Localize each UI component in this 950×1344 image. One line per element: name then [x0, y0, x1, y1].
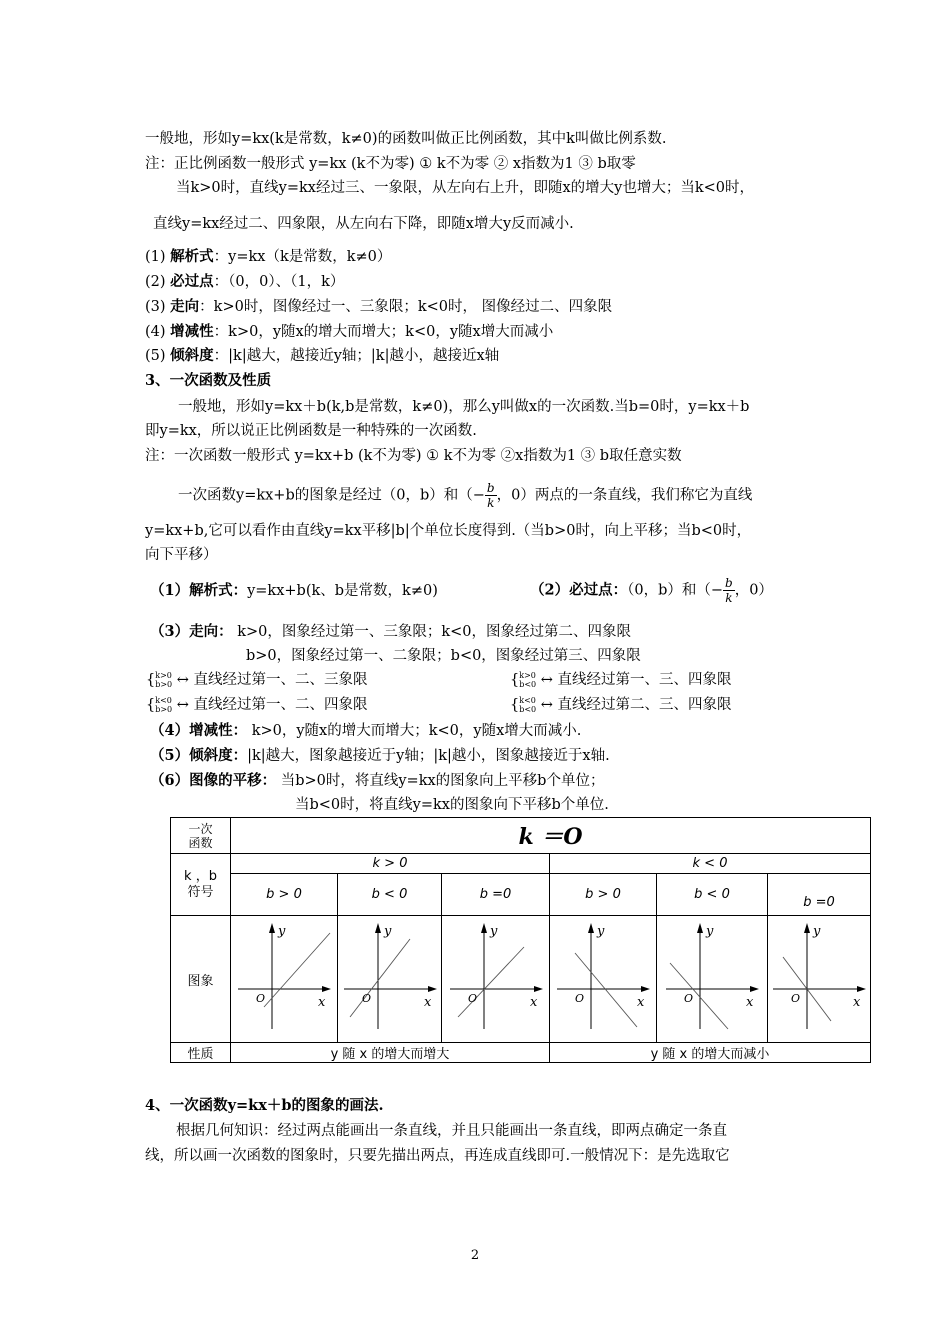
sign-cell: b < 0 — [657, 874, 768, 916]
y-label: y — [706, 924, 714, 939]
condition-item: {k>0 b<0 ↔ 直线经过第一、三、四象限 — [510, 671, 732, 689]
y-label: y — [383, 924, 391, 939]
property-item: (1) 解析式：y=kx（k是常数，k≠0） — [145, 248, 392, 265]
graph-cell — [768, 916, 871, 1043]
property-increasing: y 随 x 的增大而增大 — [231, 1043, 550, 1063]
k-negative-header: k < 0 — [550, 854, 871, 874]
text-line: y=kx+b,它可以看作由直线y=kx平移|b|个单位长度得到.（当b>0时，向上平移；当b<0时， — [145, 523, 752, 539]
graph-cell — [657, 916, 768, 1043]
origin-label: O — [684, 992, 694, 1005]
y-axis-arrow — [804, 923, 810, 933]
condition-item: {k<0 b>0 ↔ 直线经过第一、二、四象限 — [146, 696, 368, 714]
text-line: 当b<0时，将直线y=kx的图象向下平移b个单位. — [295, 797, 609, 813]
graph-cell — [338, 916, 442, 1043]
property-item: （4）增减性： k>0，y随x的增大而增大；k<0，y随x增大而减小. — [150, 722, 582, 739]
graph-cell — [231, 916, 338, 1043]
text-line: b>0，图象经过第一、二象限；b<0，图象经过第三、四象限 — [246, 648, 641, 664]
text-line: 即y=kx，所以说正比例函数是一种特殊的一次函数. — [145, 423, 477, 439]
sign-cell: b > 0 — [231, 874, 338, 916]
y-axis-arrow — [588, 923, 594, 933]
origin-label: O — [467, 992, 477, 1005]
origin-label: O — [361, 992, 371, 1005]
y-axis-arrow — [375, 923, 381, 933]
property-item: （6）图像的平移： 当b>0时，将直线y=kx的图象向上平移b个单位； — [150, 772, 605, 789]
graph-kpos-bzero — [446, 917, 546, 1037]
origin-label: O — [256, 992, 266, 1005]
section-heading: 4、一次函数y=kx＋b的图象的画法. — [145, 1097, 384, 1114]
origin-label: O — [791, 992, 801, 1005]
x-label: x — [637, 995, 645, 1010]
condition-item: {k>0 b>0 ↔ 直线经过第一、二、三象限 — [146, 671, 368, 689]
y-axis-arrow — [697, 923, 703, 933]
x-axis-arrow — [428, 986, 437, 992]
y-label: y — [813, 924, 821, 939]
graph-kneg-bpos — [553, 917, 653, 1037]
function-line — [670, 963, 728, 1029]
y-label: y — [597, 924, 605, 939]
graph-kpos-bpos — [234, 917, 334, 1037]
text-line: 一般地，形如y=kx＋b(k,b是常数，k≠0)，那么y叫做x的一次函数.当b=0时，y=kx＋b — [178, 399, 750, 415]
x-axis-arrow — [322, 986, 331, 992]
text-line: 直线y=kx经过二、四象限，从左向右下降，即随x增大y反而减小. — [153, 216, 574, 232]
sign-cell: b > 0 — [550, 874, 657, 916]
table-header-k: k ＝O — [231, 818, 871, 854]
origin-label: O — [575, 992, 585, 1005]
text-line: 一次函数y=kx+b的图象是经过（0，b）和（− $\frac{b}{k}$ ，0）两点的一条直线，我们称它为直线 — [178, 481, 753, 510]
x-axis-arrow — [857, 986, 866, 992]
x-label: x — [853, 995, 861, 1010]
property-item: (3) 走向：k>0时，图像经过一、三象限；k<0时， 图像经过二、四象限 — [145, 298, 613, 315]
text-line: 当k>0时，直线y=kx经过三、一象限，从左向右上升，即随x的增大y也增大；当k<0时， — [176, 180, 754, 196]
function-line — [350, 939, 410, 1017]
function-line — [575, 953, 637, 1027]
text-line: 向下平移） — [145, 547, 218, 563]
row-label-graph: 图象 — [171, 916, 231, 1043]
text-line: 线，所以画一次函数的图象时，只要先描出两点，再连成直线即可.一般情况下：是先选取它 — [145, 1148, 730, 1164]
text-line: 根据几何知识：经过两点能画出一条直线，并且只能画出一条直线，即两点确定一条直 — [176, 1123, 727, 1139]
property-decreasing: y 随 x 的增大而减小 — [550, 1043, 871, 1063]
sign-cell: b =0 — [442, 874, 550, 916]
x-label: x — [423, 995, 431, 1010]
property-item: (4) 增减性：k>0，y随x的增大而增大；k<0，y随x增大而减小 — [145, 323, 554, 340]
y-axis-arrow — [269, 923, 275, 933]
fraction-b-over-k: $\frac{b}{k}$ — [486, 481, 495, 510]
property-item: （2）必过点：（0，b）和（− $\frac{b}{k}$ ，0） — [530, 576, 773, 605]
property-item: (2) 必过点：（0，0）、（1，k） — [145, 273, 345, 290]
graph-cell — [442, 916, 550, 1043]
section-heading: 3、一次函数及性质 — [145, 372, 272, 389]
graph-kneg-bzero — [769, 917, 869, 1037]
text-line: 注：一次函数一般形式 y=kx+b (k不为零) ① k不为零 ②x指数为1 ③ b取任意实数 — [145, 448, 682, 464]
text-line: 一般地，形如y=kx(k是常数，k≠0)的函数叫做正比例函数，其中k叫做比例系数. — [145, 131, 667, 147]
property-item: （1）解析式：y=kx+b(k、b是常数，k≠0) — [150, 582, 438, 599]
row-label-property: 性质 — [171, 1043, 231, 1063]
x-axis-arrow — [534, 986, 543, 992]
text-line: 注：正比例函数一般形式 y=kx (k不为零) ① k不为零 ② x指数为1 ③ b取零 — [145, 156, 636, 172]
function-line — [458, 947, 524, 1017]
fraction-b-over-k: $\frac{b}{k}$ — [725, 576, 733, 605]
x-label: x — [529, 995, 537, 1010]
graph-kneg-bneg — [662, 917, 762, 1037]
page-number: 2 — [470, 1248, 480, 1263]
condition-item: {k<0 b<0 ↔ 直线经过第二、三、四象限 — [510, 696, 732, 714]
linear-function-table — [170, 817, 871, 1063]
x-label: x — [318, 995, 326, 1010]
property-item: （3）走向： k>0，图象经过第一、三象限；k<0，图象经过第二、四象限 — [150, 623, 632, 640]
y-label: y — [278, 924, 286, 939]
row-label-signs: k ，b 符号 — [171, 854, 231, 916]
y-label: y — [489, 924, 497, 939]
sign-cell: b < 0 — [338, 874, 442, 916]
graph-kpos-bneg — [340, 917, 440, 1037]
x-axis-arrow — [750, 986, 759, 992]
property-item: (5) 倾斜度：|k|越大，越接近y轴；|k|越小，越接近x轴 — [145, 347, 500, 364]
sign-cell: b =0 — [768, 874, 871, 916]
x-label: x — [746, 995, 754, 1010]
y-axis-arrow — [481, 923, 487, 933]
row-label-function: 一次函数 — [171, 818, 231, 854]
graph-cell — [550, 916, 657, 1043]
property-item: （5）倾斜度：|k|越大，图象越接近于y轴；|k|越小，图象越接近于x轴. — [150, 747, 610, 764]
x-axis-arrow — [641, 986, 650, 992]
k-positive-header: k > 0 — [231, 854, 550, 874]
